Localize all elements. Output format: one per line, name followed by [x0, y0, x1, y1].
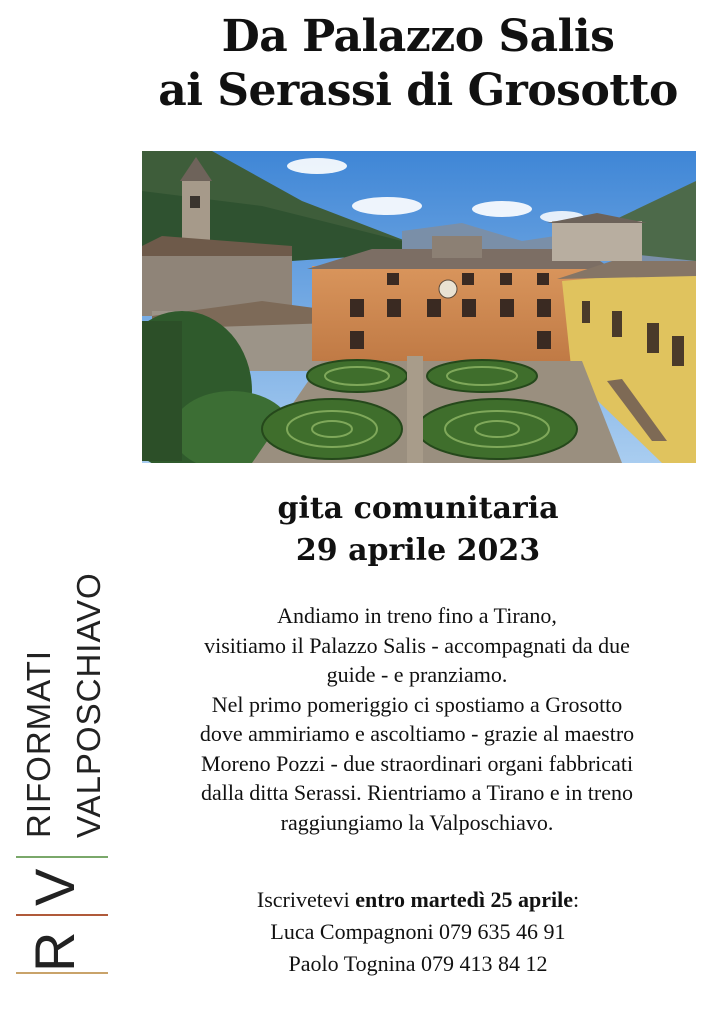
- title-line-1: Da Palazzo Salis: [221, 11, 615, 62]
- event-date: 29 aprile 2023: [295, 533, 541, 568]
- description-line: Moreno Pozzi - due straordinari organi fabbricati: [200, 750, 634, 776]
- logo-letter-v: V: [23, 868, 86, 906]
- registration-prefix: Iscrivetevi: [256, 887, 356, 912]
- title-line-2: ai Serassi di Grosotto: [158, 65, 678, 116]
- description-text: [130, 601, 704, 837]
- registration-line: [140, 884, 696, 916]
- description-line: Andiamo in treno fino a Tirano,: [277, 603, 557, 628]
- registration-info: [140, 884, 696, 980]
- description-line: guide - e pranziamo.: [326, 662, 508, 687]
- registration-suffix: :: [572, 887, 580, 912]
- description-line: dove ammiriamo e ascoltiamo - grazie al maestro: [199, 721, 635, 746]
- description-line: visitiamo il Palazzo Salis - accompagnati da due: [204, 632, 630, 658]
- description-line: raggiungiamo la Valposchiavo.: [280, 809, 554, 835]
- palazzo-photo: [142, 151, 696, 463]
- contact-person-2: Paolo Tognina 079 413 84 12: [288, 951, 548, 976]
- event-subtitle: [140, 488, 696, 572]
- event-type: gita comunitaria: [277, 491, 559, 526]
- contact-person-1: Luca Compagnoni 079 635 46 91: [270, 919, 566, 944]
- description-line: Nel primo pomeriggio ci spostiamo a Grosotto: [211, 691, 623, 717]
- logo-divider-tan: [16, 972, 108, 974]
- logo-word-riformati: RIFORMATI: [20, 649, 57, 838]
- registration-deadline: entro martedì 25 aprile: [355, 887, 573, 912]
- logo-divider-green: [16, 856, 108, 858]
- description-line: dalla ditta Serassi. Rientriamo a Tirano e in treno: [201, 780, 633, 805]
- logo-letter-r: R: [23, 931, 86, 972]
- logo-divider-red: [16, 914, 108, 916]
- page-title: [140, 10, 696, 118]
- logo-word-valposchiavo: VALPOSCHIAVO: [70, 572, 107, 838]
